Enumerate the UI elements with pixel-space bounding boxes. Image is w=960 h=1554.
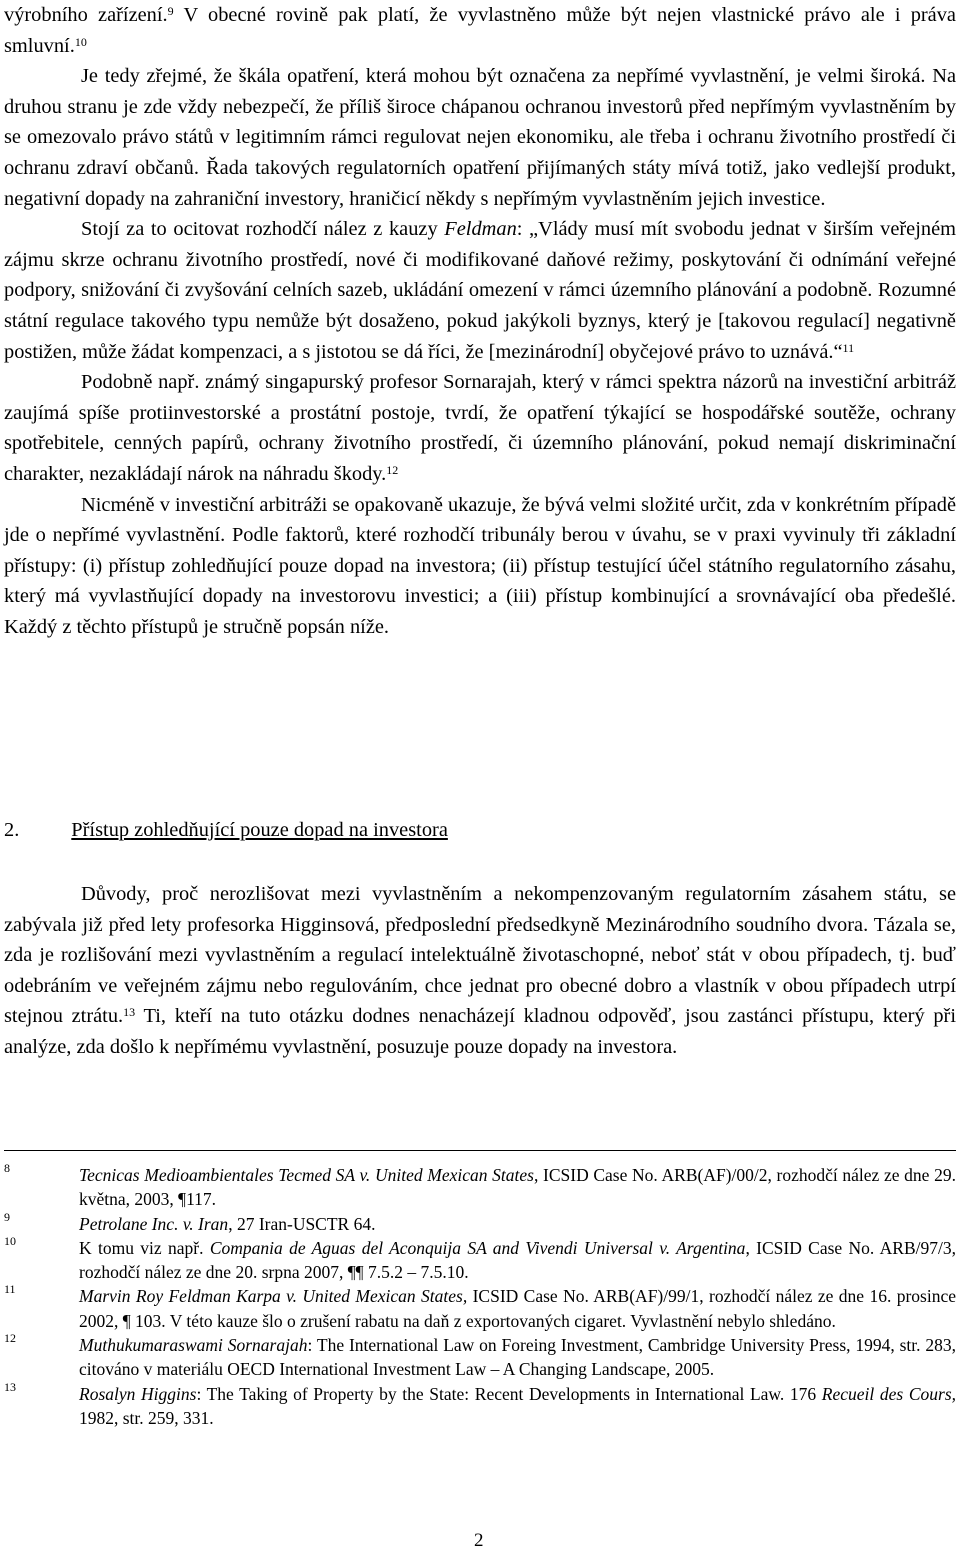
- section-text: [4, 879, 956, 1063]
- section-heading: [4, 819, 448, 842]
- paragraph: výrobního zařízení.$^9$ V obecné rovině pak platí, že vyvlastněno může být nejen vlastnické právo ale i práva smluvní.$^{10}$: [4, 4, 956, 57]
- footnote-ref[interactable]: 12: [386, 462, 399, 477]
- paragraph: Nicméně v investiční arbitráži se opakovaně ukazuje, že bývá velmi složité určit, zda v konkrétním případě jde o nepřímé vyvlastnění. Podle faktorů, které rozhodčí tribunály berou v úvahu, se v praxi vyvinuly tři základní přístupy: (i) přístup zohledňující pouze dopad na investora; (ii) přístup testující účel státního regulatorního zásahu, který má vyvlastňující dopady na investorovu investici; a (iii) přístup kombinující a srovnávající oba předešlé. Každý z těchto přístupů je stručně popsán níže.: [4, 493, 956, 638]
- paragraph: Důvody, proč nerozlišovat mezi vyvlastněním a nekompenzovaným regulatorním zásahem státu, se zabývala již před lety profesorka Higginsová, předposlední předsedkyně Mezinárodního soudního dvora. Tázala se, zda je rozlišování mezi vyvlastněním a regulací intelektuálně životaschopné, neboť stát v obou případech, tj. buď odebráním ve veřejném zájmu nebo regulováním, chce jednat pro obecné dobro a vlastník v obou případech utrpí stejnou ztrátu.$^{13}$ Ti, kteří na tuto otázku dodnes nenacházejí kladnou odpověď, jsou zastánci přístupu, který při analýze, zda došlo k nepřímému vyvlastnění, posuzuje pouze dopady na investora.: [4, 883, 957, 1058]
- footnote-ref[interactable]: 9: [167, 4, 174, 18]
- case-name: Feldman: [444, 218, 517, 241]
- paragraph: Podobně např. známý singapurský profesor Sornarajah, který v rámci spektra názorů na investiční arbitráž zaujímá spíše protiinvestorské a prostátní postoje, tvrdí, že opatření týkající se hospodářské soutěže, ochrany spotřebitele, cenných papírů, ochrany životního prostředí, či územního plánování, pokud nemají diskriminační charakter, nezakládají nárok na náhradu škody.$^{12}$: [4, 371, 956, 485]
- footnote: 11 Marvin Roy Feldman Karpa v. United Mexican States, ICSID Case No. ARB(AF)/99/1, rozhodčí nález ze dne 16. prosince 2002, ¶ 103. V této kauze šlo o zrušení rabatu na daň z exportovaných cigaret. Vyvlastnění nebylo shledáno.: [4, 1282, 956, 1331]
- footnotes: [4, 1163, 956, 1430]
- footnote-number: 9: [4, 1209, 10, 1224]
- footnote-number: 8: [4, 1161, 10, 1175]
- document-page: [4, 0, 957, 1551]
- footnote-ref[interactable]: 13: [123, 1005, 136, 1020]
- footnote-ref[interactable]: 10: [74, 34, 87, 49]
- section-number: 2.: [4, 819, 20, 841]
- footnote-ref[interactable]: 11: [842, 340, 855, 355]
- page-number: 2: [474, 1530, 484, 1551]
- footnote-number: 12: [4, 1331, 16, 1346]
- footnote-number: 13: [4, 1379, 16, 1394]
- footnote: 12 Muthukumaraswami Sornarajah: The International Law on Foreing Investment, Cambridge University Press, 1994, str. 283, citováno v materiálu OECD International Investment Law – A Changing Landscape, 2005.: [4, 1331, 956, 1380]
- paragraph: Stojí za to ocitovat rozhodčí nález z kauzy Feldman: „Vlády musí mít svobodu jednat v širším veřejném zájmu skrze ochranu životního prostředí, nové či modifikované daňové režimy, poskytování či odnímání veřejné podpory, snižování či zvyšování celních sazeb, ukládání omezení v rámci územního plánování a podobně. Rozumné státní regulace takového typu nemůže být dosaženo, pokud jakýkoli byznys, který je [takovou regulací] negativně postižen, může žádat kompenzaci, a s jistotou se dá říci, že [mezinárodní] obyčejové právo to uznává.“$^{11}$: [4, 218, 957, 363]
- footnote-number: 10: [4, 1233, 16, 1248]
- footnote: 10 K tomu viz např. Compania de Aguas del Aconquija SA and Vivendi Universal v. Argentina, ICSID Case No. ARB/97/3, rozhodčí nález ze dne 20. srpna 2007, ¶¶ 7.5.2 – 7.5.10.: [4, 1233, 956, 1283]
- main-text: [4, 0, 956, 642]
- paragraph: Je tedy zřejmé, že škála opatření, která mohou být označena za nepřímé vyvlastnění, je velmi široká. Na druhou stranu je zde vždy nebezpečí, že příliš široce chápanou ochranou investorů před nepřímým vyvlastněním by se omezovalo právo států v legitimním rámci regulovat nejen ekonomiku, ale třeba i ochranu životního prostředí či ochranu zdraví občanů. Řada takových regulatorních opatření přijímaných státy mívá totiž, jako vedlejší produkt, negativní dopady na zahraniční investory, hraničicí někdy s nepřímým vyvlastněním jejich investice.: [4, 65, 956, 210]
- section-title: Přístup zohledňující pouze dopad na investora: [71, 819, 448, 841]
- footnote: 8 Tecnicas Medioambientales Tecmed SA v. United Mexican States, ICSID Case No. ARB(AF)/00/2, rozhodčí nález ze dne 29. května, 2003, ¶117.: [4, 1161, 956, 1210]
- footnote-number: 11: [4, 1282, 16, 1297]
- footnote-divider: [4, 1150, 956, 1151]
- footnote: 9 Petrolane Inc. v. Iran, 27 Iran-USCTR 64.: [4, 1209, 376, 1234]
- footnote: 13 Rosalyn Higgins: The Taking of Property by the State: Recent Developments in International Law. 176 Recueil des Cours, 1982, str. 259, 331.: [4, 1379, 957, 1428]
